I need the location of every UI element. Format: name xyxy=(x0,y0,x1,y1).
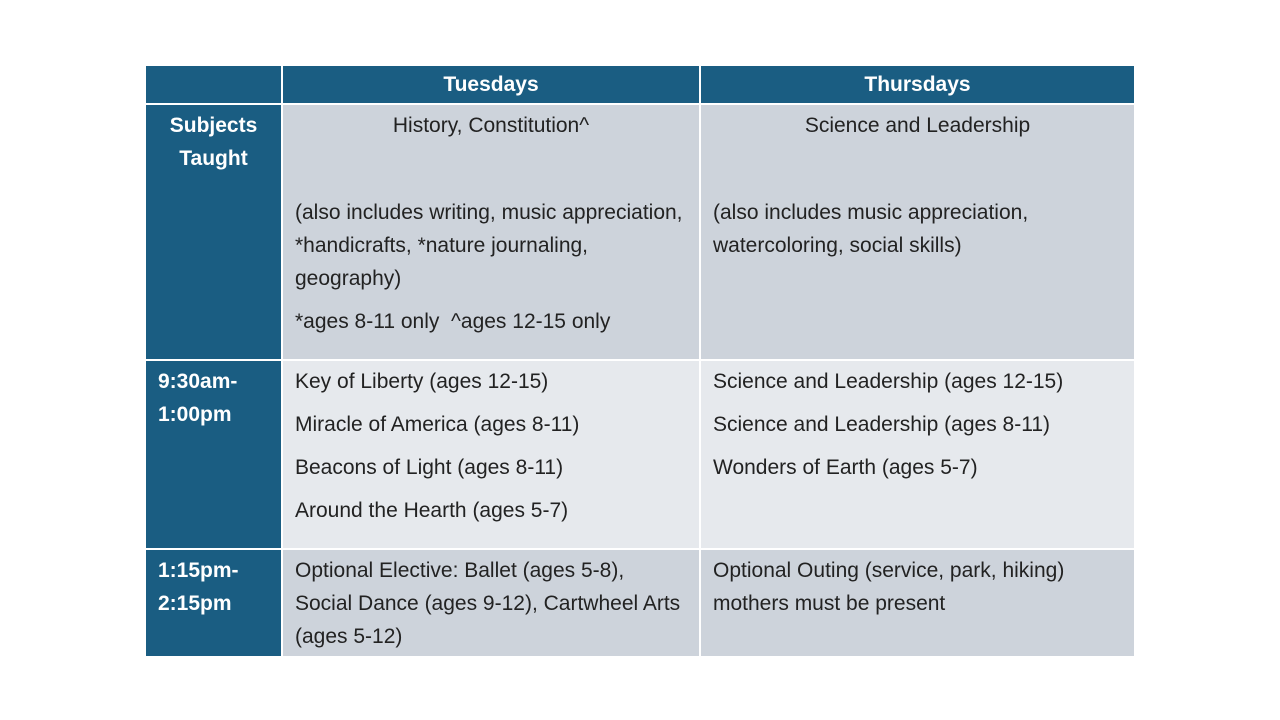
class-list-item: Key of Liberty (ages 12-15) xyxy=(295,370,549,393)
thursday-morning-cell xyxy=(701,361,1134,548)
class-list-item: Science and Leadership (ages 12-15) xyxy=(713,370,1064,393)
row-label-line: 1:00pm xyxy=(158,403,232,426)
thursday-subjects-cell xyxy=(701,105,1134,359)
class-list-item: Science and Leadership (ages 8-11) xyxy=(713,413,1050,436)
header-corner-cell xyxy=(146,66,281,103)
row-label-line: Subjects xyxy=(169,114,258,137)
row-label-line: 9:30am- xyxy=(158,370,238,393)
tuesday-subjects-cell xyxy=(283,105,699,359)
row-label-line: 1:15pm- xyxy=(158,559,239,582)
tuesday-morning-cell xyxy=(283,361,699,548)
tuesday-afternoon-cell xyxy=(283,550,699,656)
row-label-line: 2:15pm xyxy=(158,592,232,615)
header-tuesdays: Tuesdays xyxy=(283,66,699,103)
row-label-line: Taught xyxy=(179,147,248,170)
thursday-subject-includes: (also includes music appreciation, watercoloring, social skills) xyxy=(713,201,1029,257)
tuesday-subject-includes: (also includes writing, music appreciation, *handicrafts, *nature journaling, geography) xyxy=(295,201,683,290)
tuesday-subject-title: History, Constitution^ xyxy=(392,114,590,137)
class-list-item: Miracle of America (ages 8-11) xyxy=(295,413,580,436)
thursday-outing-text: Optional Outing (service, park, hiking) mothers must be present xyxy=(713,559,1065,615)
class-list-item: Wonders of Earth (ages 5-7) xyxy=(713,456,978,479)
row-label-subjects-taught xyxy=(146,105,281,359)
class-list-item: Beacons of Light (ages 8-11) xyxy=(295,456,564,479)
row-label-morning-time xyxy=(146,361,281,548)
header-thursdays: Thursdays xyxy=(701,66,1134,103)
class-list-item: Around the Hearth (ages 5-7) xyxy=(295,499,569,522)
thursday-subject-title: Science and Leadership xyxy=(804,114,1031,137)
row-label-afternoon-time xyxy=(146,550,281,656)
tuesday-elective-text: Optional Elective: Ballet (ages 5-8), Social Dance (ages 9-12), Cartwheel Arts (ages 5-12) xyxy=(295,559,681,648)
schedule-table xyxy=(146,66,1134,656)
thursday-afternoon-cell xyxy=(701,550,1134,656)
tuesday-subject-note: *ages 8-11 only ^ages 12-15 only xyxy=(295,310,611,333)
